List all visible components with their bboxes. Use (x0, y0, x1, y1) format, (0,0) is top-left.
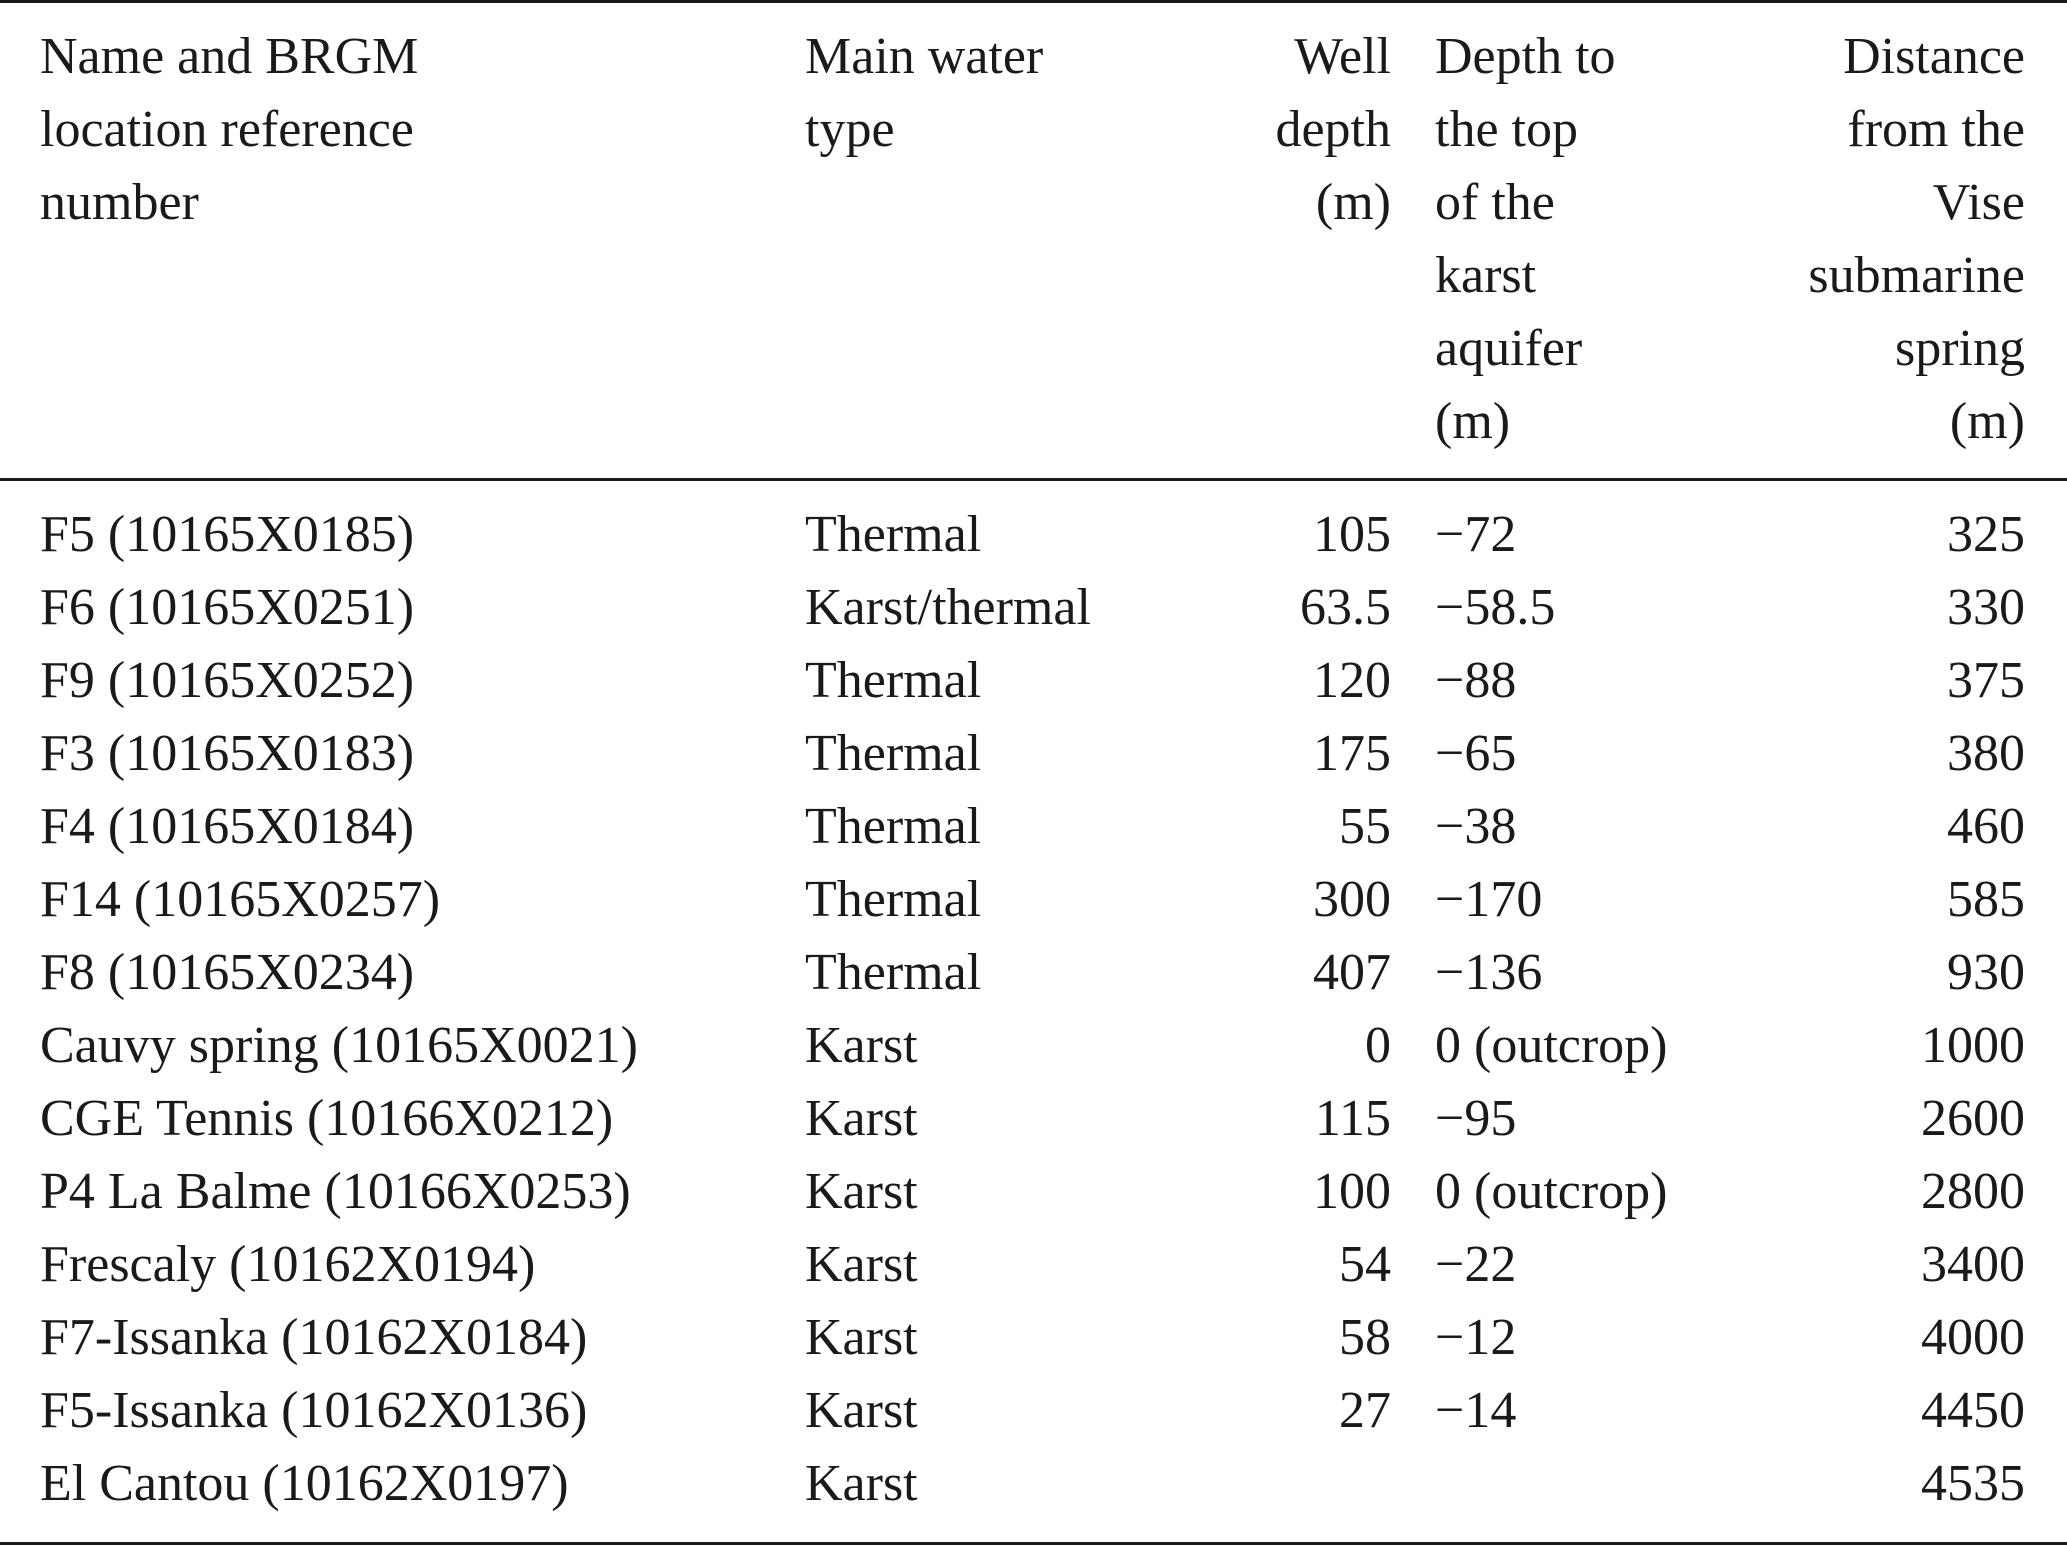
cell-depth: 55 (1339, 798, 1391, 855)
cell-distance: 330 (1947, 579, 2025, 636)
cell-top: −136 (1435, 944, 1543, 1001)
cell-top: −14 (1435, 1382, 1517, 1439)
cell-name: Frescaly (10162X0194) (40, 1236, 536, 1293)
cell-depth (1190, 1447, 1435, 1520)
cell-distance: 4535 (1921, 1455, 2025, 1512)
cell-name: F7-Issanka (10162X0184) (40, 1309, 588, 1366)
cell-name: CGE Tennis (10166X0212) (40, 1090, 614, 1147)
cell-distance: 4450 (1921, 1382, 2025, 1439)
cell-depth: 0 (1365, 1017, 1391, 1074)
header-well-depth: Well depth (m) (1275, 28, 1391, 231)
cell-top: −58.5 (1435, 579, 1556, 636)
cell-distance: 2600 (1921, 1090, 2025, 1147)
cell-name: Cauvy spring (10165X0021) (40, 1017, 638, 1074)
table-row (0, 571, 2067, 644)
cell-type: Thermal (805, 944, 982, 1001)
cell-depth: 407 (1313, 944, 1391, 1001)
table-row (0, 1301, 2067, 1374)
table-row (0, 1374, 2067, 1447)
cell-type: Karst (805, 1236, 918, 1293)
cell-distance: 3400 (1921, 1236, 2025, 1293)
cell-name: F3 (10165X0183) (40, 725, 415, 782)
cell-distance: 1000 (1921, 1017, 2025, 1074)
cell-type: Thermal (805, 652, 982, 709)
cell-top: −95 (1435, 1090, 1517, 1147)
cell-type: Karst/thermal (805, 579, 1091, 636)
table-row (0, 1447, 2067, 1520)
cell-depth: 300 (1313, 871, 1391, 928)
cell-depth: 63.5 (1300, 579, 1391, 636)
cell-type: Thermal (805, 506, 982, 563)
table-row (0, 863, 2067, 936)
cell-depth: 100 (1313, 1163, 1391, 1220)
header-row (0, 0, 2067, 478)
cell-top: −170 (1435, 871, 1543, 928)
table-row (0, 1009, 2067, 1082)
table-row (0, 1155, 2067, 1228)
cell-type: Karst (805, 1382, 918, 1439)
header-depth-top: Depth to the top of the karst aquifer (m) (1435, 28, 1616, 450)
header-distance: Distance from the Vise submarine spring (m) (1808, 28, 2025, 450)
cell-type: Karst (805, 1455, 918, 1512)
table-row (0, 936, 2067, 1009)
table-row (0, 717, 2067, 790)
cell-distance: 2800 (1921, 1163, 2025, 1220)
cell-distance: 4000 (1921, 1309, 2025, 1366)
cell-type: Karst (805, 1309, 918, 1366)
table-row (0, 1228, 2067, 1301)
cell-name: F14 (10165X0257) (40, 871, 441, 928)
table-row (0, 1082, 2067, 1155)
cell-top: 0 (outcrop) (1435, 1163, 1668, 1220)
cell-top: −65 (1435, 725, 1517, 782)
cell-type: Karst (805, 1090, 918, 1147)
cell-name: F5-Issanka (10162X0136) (40, 1382, 588, 1439)
cell-depth: 120 (1313, 652, 1391, 709)
cell-name: F4 (10165X0184) (40, 798, 415, 855)
header-water-type: Main water type (805, 28, 1044, 158)
cell-depth: 54 (1339, 1236, 1391, 1293)
cell-depth: 115 (1314, 1090, 1391, 1147)
cell-distance: 930 (1947, 944, 2025, 1001)
cell-type: Karst (805, 1017, 918, 1074)
cell-top: −38 (1435, 798, 1517, 855)
cell-top: −12 (1435, 1309, 1517, 1366)
bottom-rule (0, 1542, 2067, 1545)
cell-distance: 375 (1947, 652, 2025, 709)
cell-distance: 380 (1947, 725, 2025, 782)
cell-distance: 585 (1947, 871, 2025, 928)
cell-type: Thermal (805, 798, 982, 855)
table-row (0, 790, 2067, 863)
cell-depth: 175 (1313, 725, 1391, 782)
cell-distance: 460 (1947, 798, 2025, 855)
cell-name: F5 (10165X0185) (40, 506, 415, 563)
cell-name: El Cantou (10162X0197) (40, 1455, 569, 1512)
cell-top: −22 (1435, 1236, 1517, 1293)
cell-depth: 27 (1339, 1382, 1391, 1439)
cell-top: −72 (1435, 506, 1517, 563)
cell-type: Karst (805, 1163, 918, 1220)
cell-distance: 325 (1947, 506, 2025, 563)
cell-depth: 58 (1339, 1309, 1391, 1366)
cell-type: Thermal (805, 871, 982, 928)
table-row (0, 644, 2067, 717)
cell-top: −88 (1435, 652, 1517, 709)
cell-top: 0 (outcrop) (1435, 1017, 1668, 1074)
cell-name: P4 La Balme (10166X0253) (40, 1163, 631, 1220)
cell-name: F6 (10165X0251) (40, 579, 415, 636)
header-name: Name and BRGM location reference number (40, 28, 419, 231)
table-row (0, 478, 2067, 571)
cell-name: F8 (10165X0234) (40, 944, 415, 1001)
cell-top (1435, 1447, 1770, 1520)
cell-depth: 105 (1313, 506, 1391, 563)
cell-name: F9 (10165X0252) (40, 652, 415, 709)
cell-type: Thermal (805, 725, 982, 782)
